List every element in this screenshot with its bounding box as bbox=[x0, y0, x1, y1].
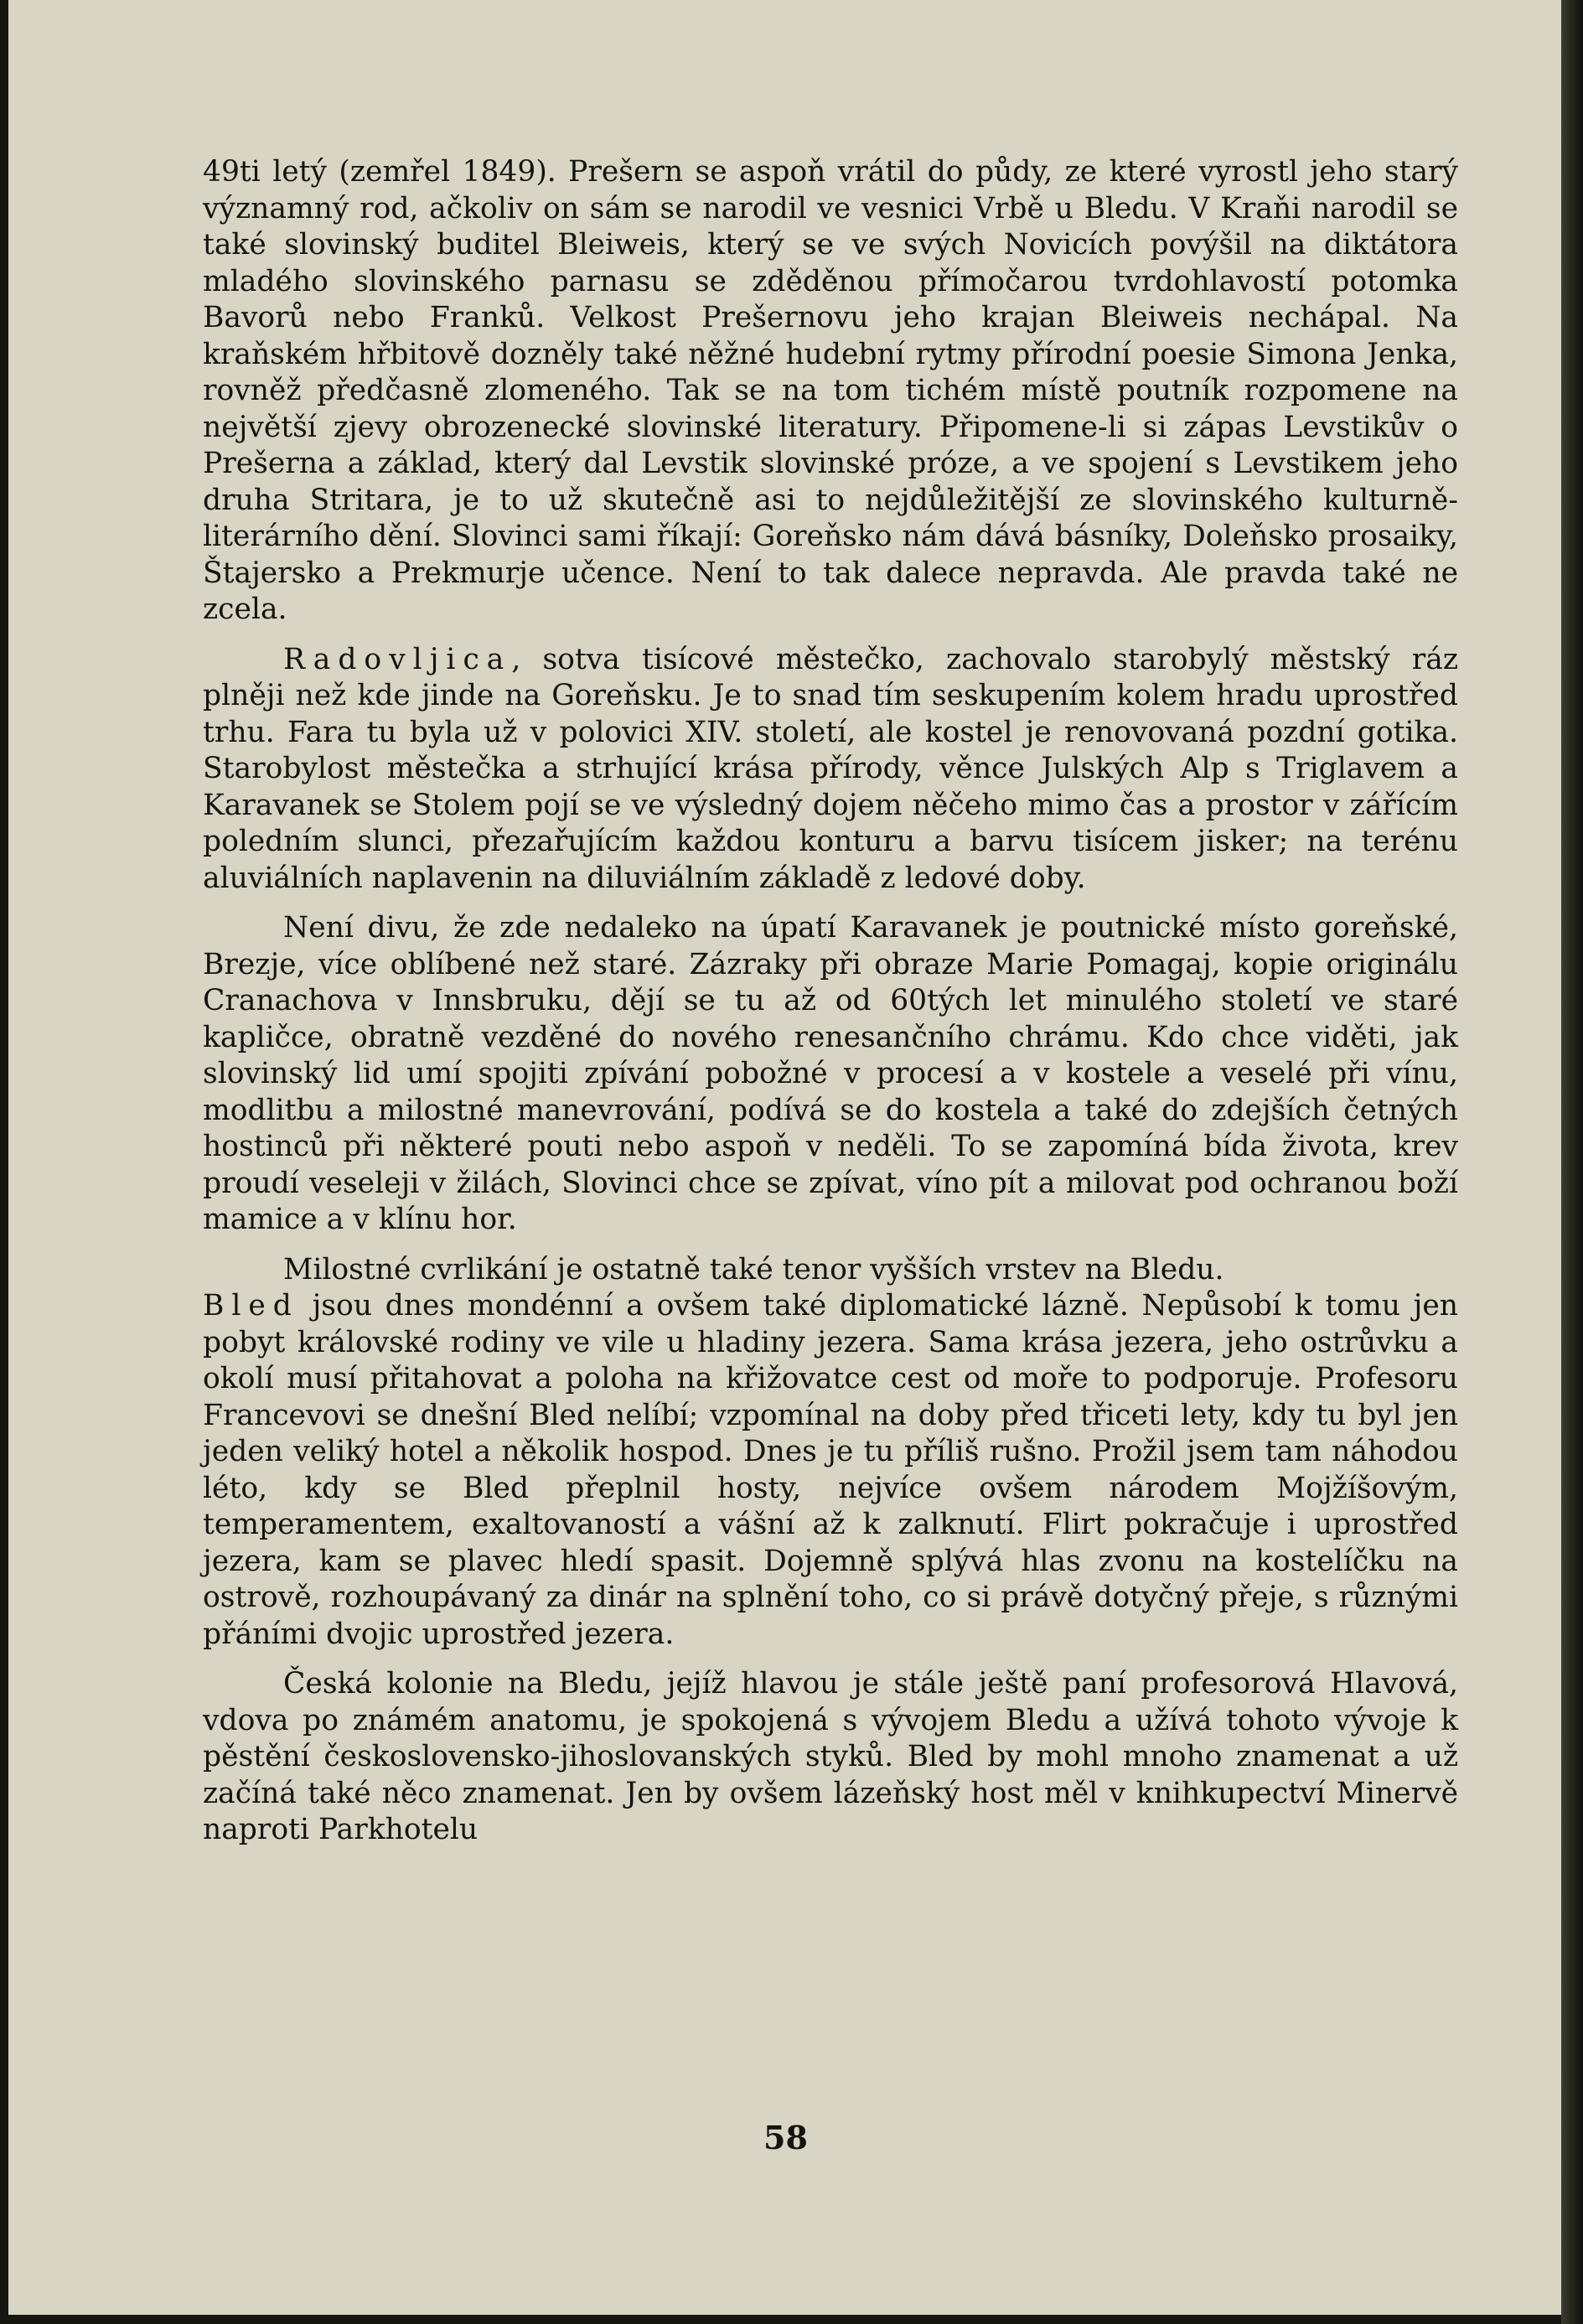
paragraph-text: jsou dnes mondénní a ovšem také diplomatické lázně. Nepůsobí k tomu jen pobyt královské rodiny ve vile u hladiny jezera. Sama krása jezera, jeho ostrůvku a okolí musí přitahovat a poloha na křižovatce cest od moře to podporuje. Profesoru Francevovi se dnešní Bled nelíbí; vzpomínal na doby před třiceti lety, kdy tu byl jen jeden veliký hotel a několik hospod. Dnes je tu příliš rušno. Prožil jsem tam náhodou léto, kdy se Bled přeplnil hosty, nejvíce ovšem národem Mojžíšovým, temperamentem, exaltovaností a vášní až k zalknutí. Flirt pokračuje i uprostřed jezera, kam se plavec hledí spasit. Dojemně splývá hlas zvonu na kostelíčku na ostrově, rozhoupávaný za dinár na splnění toho, co si právě dotyčný přeje, s různými přáními dvojic uprostřed jezera. bbox=[203, 1289, 1458, 1651]
paragraph-2 bbox=[203, 642, 1458, 898]
book-page bbox=[8, 0, 1566, 2315]
book-spine-shadow bbox=[1561, 0, 1583, 2324]
place-name-bled: Bled bbox=[203, 1289, 299, 1322]
paragraph-text: , sotva tisícové městečko, zachovalo starobylý městský ráz plněji než kde jinde na Goreňsku. Je to snad tím seskupením kolem hradu uprostřed trhu. Fara tu byla už v polovici XIV. století, ale kostel je renovovaná pozdní gotika. Starobylost městečka a strhující krása přírody, věnce Julských Alp s Triglavem a Karavanek se Stolem pojí se ve výsledný dojem něčeho mimo čas a prostor v zářícím poledním slunci, přezařujícím každou konturu a barvu tisícem jisker; na terénu aluviálních naplavenin na diluviálním základě z ledové doby. bbox=[203, 642, 1458, 895]
paragraph-4 bbox=[203, 1252, 1458, 1289]
paragraph-3 bbox=[203, 910, 1458, 1239]
body-text bbox=[203, 154, 1458, 1849]
paragraph-5 bbox=[203, 1288, 1458, 1653]
paragraph-text: Milostné cvrlikání je ostatně také tenor vyšších vrstev na Bledu. bbox=[283, 1252, 1224, 1286]
paragraph-text: 49ti letý (zemřel 1849). Prešern se aspoň vrátil do půdy, ze které vyrostl jeho starý významný rod, ačkoliv on sám se narodil ve vesnici Vrbě u Bledu. V Kraňi narodil se také slovinský buditel Bleiweis, který se ve svých Novicích povýšil na diktátora mladého slovinského parnasu se zděděnou přímočarou tvrdohlavostí potomka Bavorů nebo Franků. Velkost Prešernovu jeho krajan Bleiweis nechápal. Na kraňském hřbitově dozněly také něžné hudební rytmy přírodní poesie Simona Jenka, rovněž předčasně zlomeného. Tak se na tom tichém místě poutník rozpomene na největší zjevy obrozenecké slovinské literatury. Připomene-li si zápas Levstikův o Prešerna a základ, který dal Levstik slovinské próze, a ve spojení s Levstikem jeho druha Stritara, je to už skutečně asi to nejdůležitější ze slovinského kulturně-literárního dění. Slovinci sami říkají: Goreňsko nám dává básníky, Doleňsko prosaiky, Štajersko a Prekmurje učence. Není to tak dalece nepravda. Ale pravda také ne zcela. bbox=[203, 155, 1458, 626]
place-name-radovljica: Radovljica bbox=[283, 642, 512, 676]
page-number: 58 bbox=[763, 2119, 808, 2156]
paragraph-text: Není divu, že zde nedaleko na úpatí Karavanek je poutnické místo goreňské, Brezje, více oblíbené než staré. Zázraky při obraze Marie Pomagaj, kopie originálu Cranachova v Innsbruku, dějí se tu až od 60tých let minulého století ve staré kapličce, obratně vezděné do nového renesančního chrámu. Kdo chce viděti, jak slovinský lid umí spojiti zpívání pobožné v procesí a v kostele a veselé při vínu, modlitbu a milostné manevrování, podívá se do kostela a také do zdejších četných hostinců při některé pouti nebo aspoň v neděli. To se zapomíná bída života, krev proudí veseleji v žilách, Slovinci chce se zpívat, víno pít a milovat pod ochranou boží mamice a v klínu hor. bbox=[203, 911, 1458, 1236]
paragraph-6 bbox=[203, 1666, 1458, 1849]
paragraph-text: Česká kolonie na Bledu, jejíž hlavou je stále ještě paní profesorová Hlavová, vdova po známém anatomu, je spokojená s vývojem Bledu a užívá tohoto vývoje k pěstění československo-jihoslovanských styků. Bled by mohl mnoho znamenat a už začíná také něco znamenat. Jen by ovšem lázeňský host měl v knihkupectví Minervě naproti Parkhotelu bbox=[203, 1667, 1458, 1846]
paragraph-1 bbox=[203, 154, 1458, 629]
